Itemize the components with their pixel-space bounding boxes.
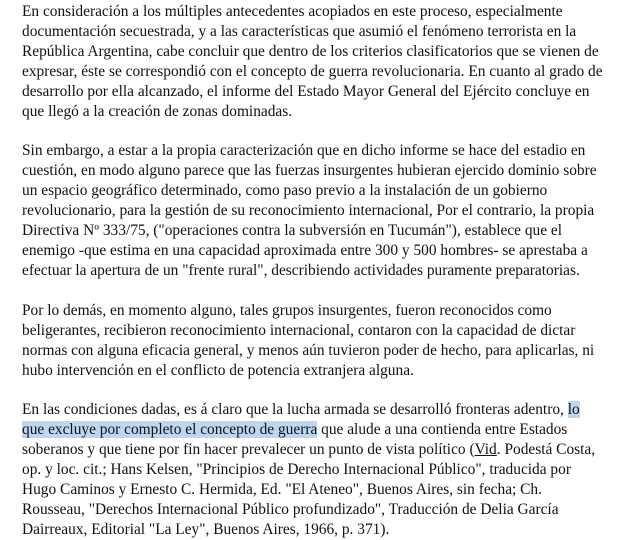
paragraph-line: hubo intervención en el conflicto de potencia extranjera alguna. [22,361,414,379]
line-text: En las condiciones dadas, es á claro que la lucha armada se desarrolló fronteras adentro, [22,401,568,419]
document-page [22,2,622,540]
line-text: que alude a una contienda entre Estados [317,421,568,439]
paragraph-line: expresar, éste se correspondió con el concepto de guerra revolucionaria. En cuanto al grado de [22,62,603,80]
paragraph-1[interactable] [22,2,622,121]
paragraph-3[interactable] [22,301,622,381]
paragraph-line: efectuar la apertura de un "frente rural", describiendo actividades puramente preparatorias. [22,261,580,279]
paragraph-line: normas con alguna eficacia general, y menos aún tuvieron poder de hecho, para aplicarlas, ni [22,341,595,359]
paragraph-line: Sin embargo, a estar a la propia caracterización que en dicho informe se hace del estadio en [22,142,586,160]
line-text: . Podestá Costa, [496,441,596,459]
paragraph-line: enemigo -que estima en una capacidad aproximada entre 300 y 500 hombres- se aprestaba a [22,241,588,259]
paragraph-line [22,400,622,420]
paragraph-line: op. y loc. cit.; Hans Kelsen, "Principios de Derecho Internacional Público", traducida por [22,461,571,479]
paragraph-line: que llegó a la creación de zonas dominadas. [22,102,293,120]
paragraph-line: cuestión, en modo alguno parece que las fuerzas insurgentes hubieran ejercido dominio sobre [22,162,597,180]
paragraph-2[interactable] [22,141,622,280]
paragraph-line [22,420,622,440]
paragraph-line [22,440,622,460]
paragraph-line: República Argentina, cabe concluir que dentro de los criterios clasificatorios que se vienen de [22,42,599,60]
vid-reference-link[interactable]: Vid [474,441,497,459]
selected-text[interactable]: lo [567,401,580,419]
paragraph-line: Por lo demás, en momento alguno, tales grupos insurgentes, fueron reconocidos como [22,301,552,319]
selected-text[interactable]: que excluye por completo el concepto de guerra [22,421,318,439]
paragraph-line: Directiva Nº 333/75, ("operaciones contra la subversión en Tucumán"), establece que el [22,222,563,240]
paragraph-line: revolucionario, para la gestión de su reconocimiento internacional, Por el contrario, la propia [22,202,595,220]
paragraph-line: Rousseau, "Derechos Internacional Público profundizado", Traducción de Delia García [22,500,559,518]
paragraph-line: desarrollo por ella alcanzado, el informe del Estado Mayor General del Ejército concluye en [22,82,590,100]
paragraph-4[interactable] [22,400,622,539]
paragraph-line: Dairreaux, Editorial "La Ley", Buenos Aires, 1966, p. 371). [22,520,390,538]
paragraph-line: En consideración a los múltiples antecedentes acopiados en este proceso, especialmente [22,3,563,20]
line-text: soberanos y que tiene por fin hacer prevalecer un punto de vista político ( [22,441,475,459]
paragraph-line: beligerantes, recibieron reconocimiento internacional, contaron con la capacidad de dictar [22,321,576,339]
paragraph-line: documentación secuestrada, y a las características que asumió el fenómeno terrorista en la [22,22,577,40]
paragraph-line: Hugo Caminos y Ernesto C. Hermida, Ed. "El Ateneo", Buenos Aires, sin fecha; Ch. [22,481,542,499]
paragraph-line: un espacio geográfico determinado, como paso previo a la instalación de un gobierno [22,182,548,200]
